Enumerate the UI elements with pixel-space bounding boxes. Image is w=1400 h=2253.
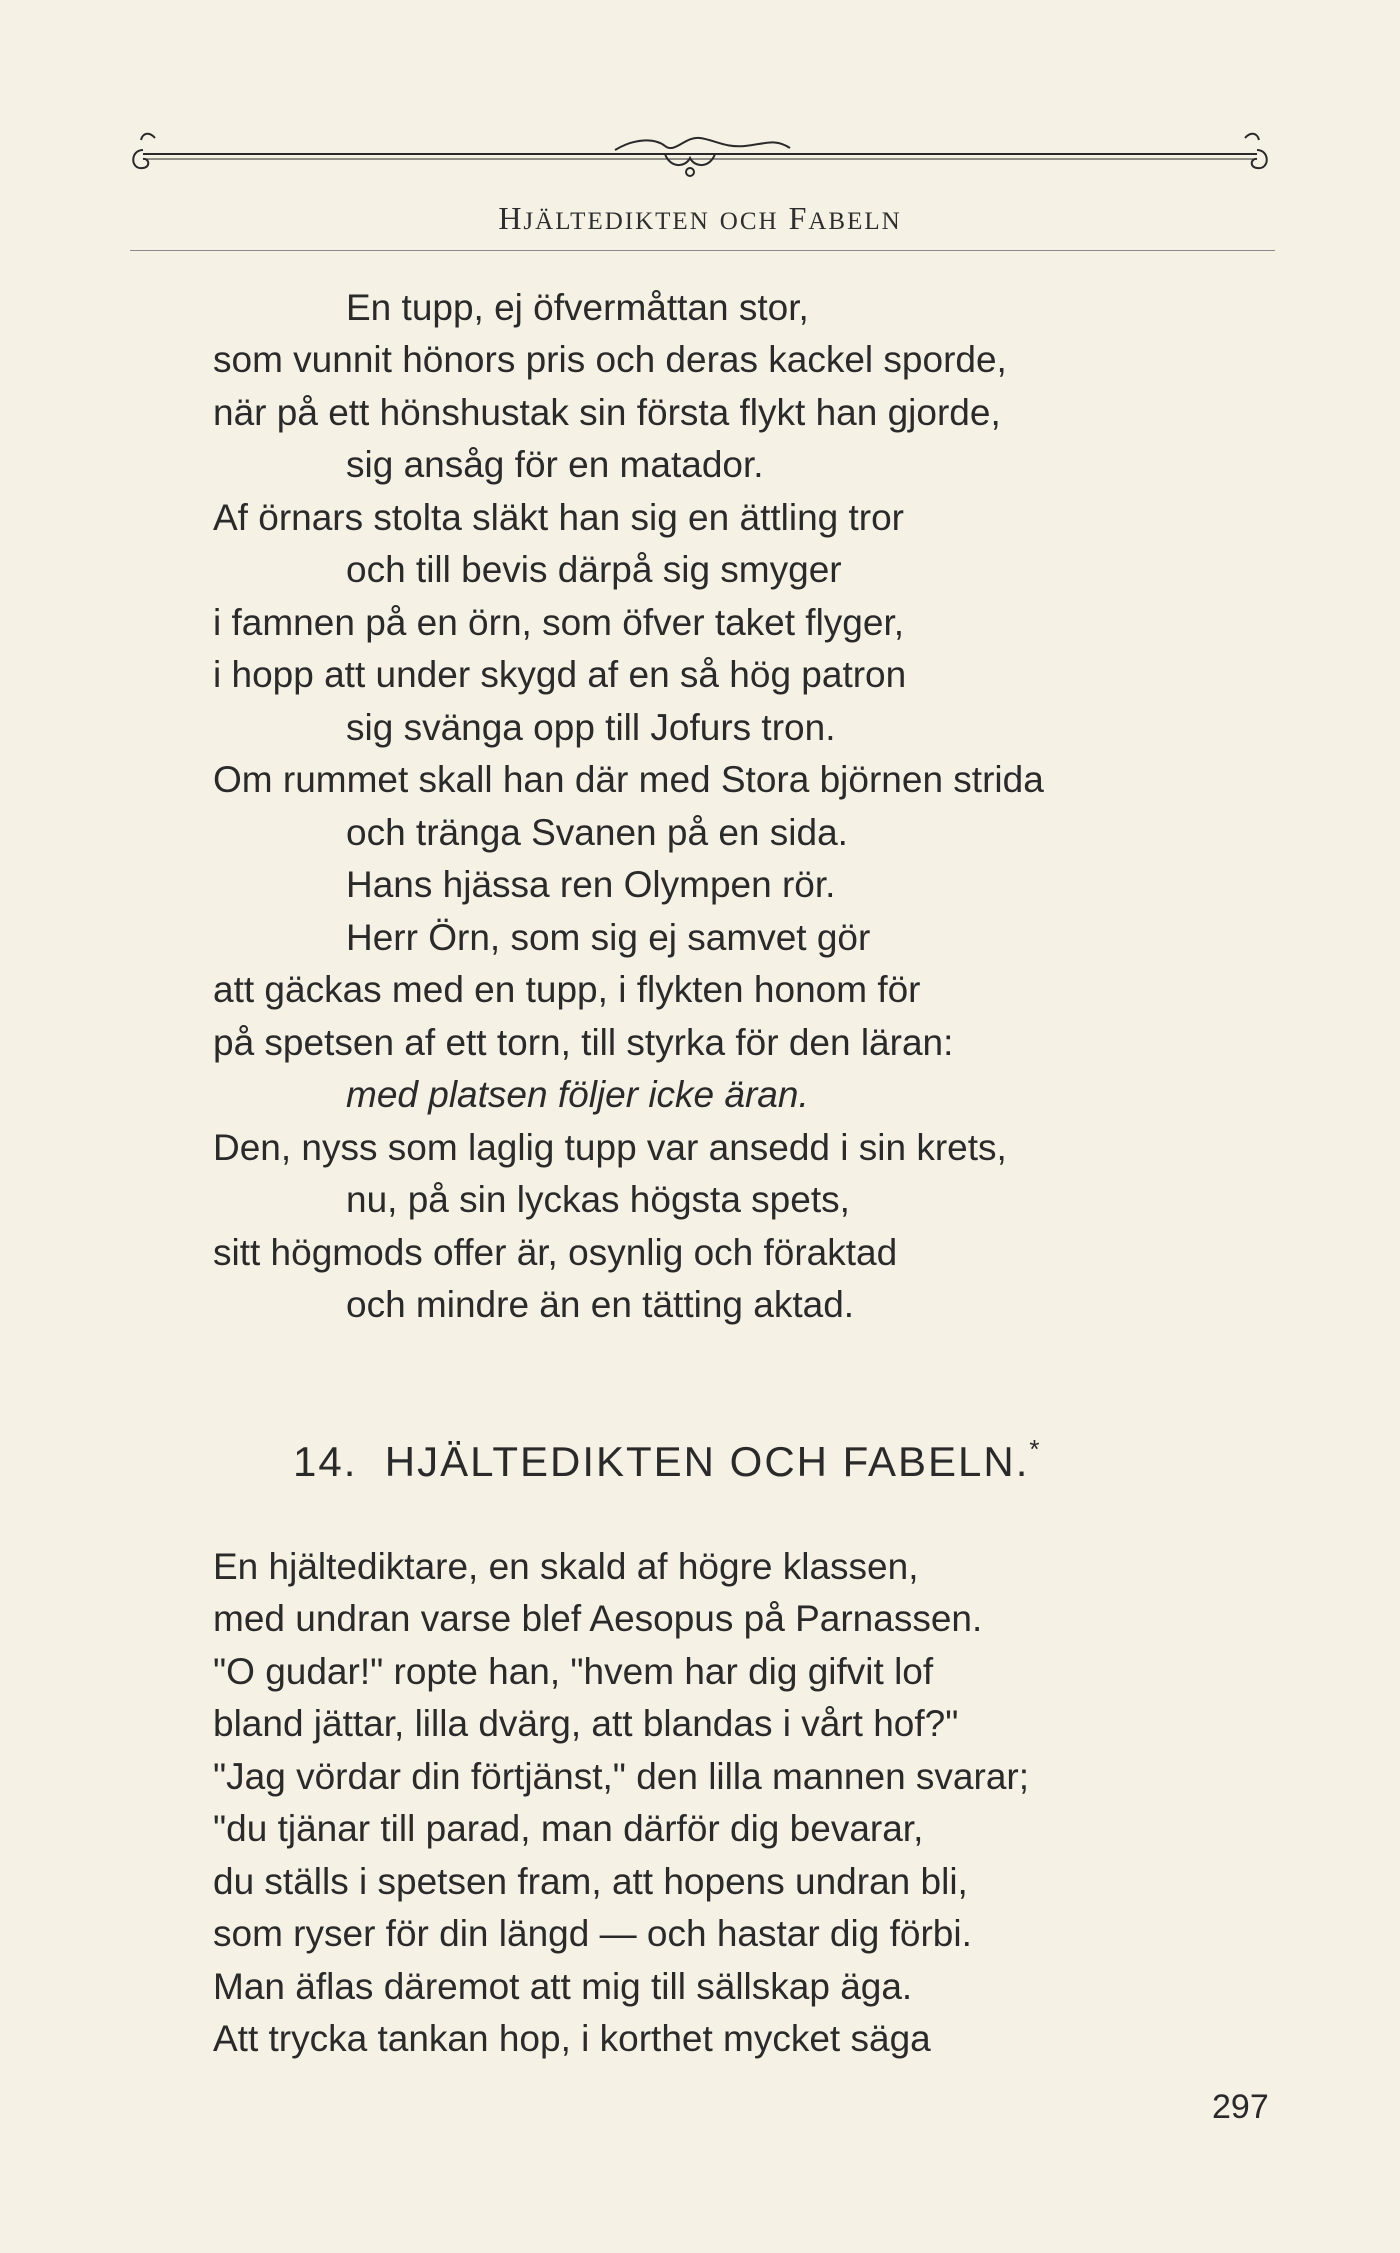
page-number: 297 xyxy=(1212,2088,1269,2126)
verse-line: med undran varse blef Aesopus på Parnassen. xyxy=(213,1598,983,1639)
verse-line: sig svänga opp till Jofurs tron. xyxy=(346,707,836,748)
verse-line: Att trycka tankan hop, i korthet mycket säga xyxy=(213,2018,931,2059)
verse-line: En tupp, ej öfvermåttan stor, xyxy=(346,287,809,328)
section-number: 14. xyxy=(293,1438,358,1485)
verse-line: och till bevis därpå sig smyger xyxy=(346,549,842,590)
verse-line: "Jag vördar din förtjänst," den lilla mannen svarar; xyxy=(213,1756,1030,1797)
verse-line: som vunnit hönors pris och deras kackel sporde, xyxy=(213,339,1007,380)
verse-line: Herr Örn, som sig ej samvet gör xyxy=(346,917,871,958)
verse-line: i famnen på en örn, som öfver taket flyger, xyxy=(213,602,905,643)
verse-line-italic: med platsen följer icke äran. xyxy=(346,1074,809,1115)
verse-line: när på ett hönshustak sin första flykt han gjorde, xyxy=(213,392,1001,433)
verse-line: i hopp att under skygd af en så hög patron xyxy=(213,654,907,695)
verse-line: som ryser för din längd — och hastar dig förbi. xyxy=(213,1913,972,1954)
verse-line: och mindre än en tätting aktad. xyxy=(346,1284,855,1325)
verse-line: "du tjänar till parad, man därför dig bevarar, xyxy=(213,1808,924,1849)
verse-line: Man äflas däremot att mig till sällskap äga. xyxy=(213,1966,913,2007)
verse-line: du ställs i spetsen fram, att hopens undran bli, xyxy=(213,1861,968,1902)
section-title xyxy=(293,1434,1042,1486)
verse-line: bland jättar, lilla dvärg, att blandas i vårt hof?" xyxy=(213,1703,959,1744)
verse-line: sig ansåg för en matador. xyxy=(346,444,764,485)
verse-line: nu, på sin lyckas högsta spets, xyxy=(346,1179,850,1220)
footnote-mark: * xyxy=(1029,1434,1042,1464)
verse-line: på spetsen af ett torn, till styrka för den läran: xyxy=(213,1022,954,1063)
verse-line: och tränga Svanen på en sida. xyxy=(346,812,848,853)
verse-line: Om rummet skall han där med Stora björnen strida xyxy=(213,759,1044,800)
running-head: HJÄLTEDIKTEN OCH FABELN xyxy=(498,200,902,236)
verse-line: Den, nyss som laglig tupp var ansedd i sin krets, xyxy=(213,1127,1007,1168)
verse-line: En hjältediktare, en skald af högre klassen, xyxy=(213,1546,919,1587)
verse-line: "O gudar!" ropte han, "hvem har dig gifvit lof xyxy=(213,1651,934,1692)
verse-line: att gäckas med en tupp, i flykten honom för xyxy=(213,969,921,1010)
verse-line: sitt högmods offer är, osynlig och föraktad xyxy=(213,1232,898,1273)
verse-line: Af örnars stolta släkt han sig en ättling tror xyxy=(213,497,905,538)
verse-line: Hans hjässa ren Olympen rör. xyxy=(346,864,836,905)
section-heading: HJÄLTEDIKTEN OCH FABELN. xyxy=(384,1438,1030,1485)
